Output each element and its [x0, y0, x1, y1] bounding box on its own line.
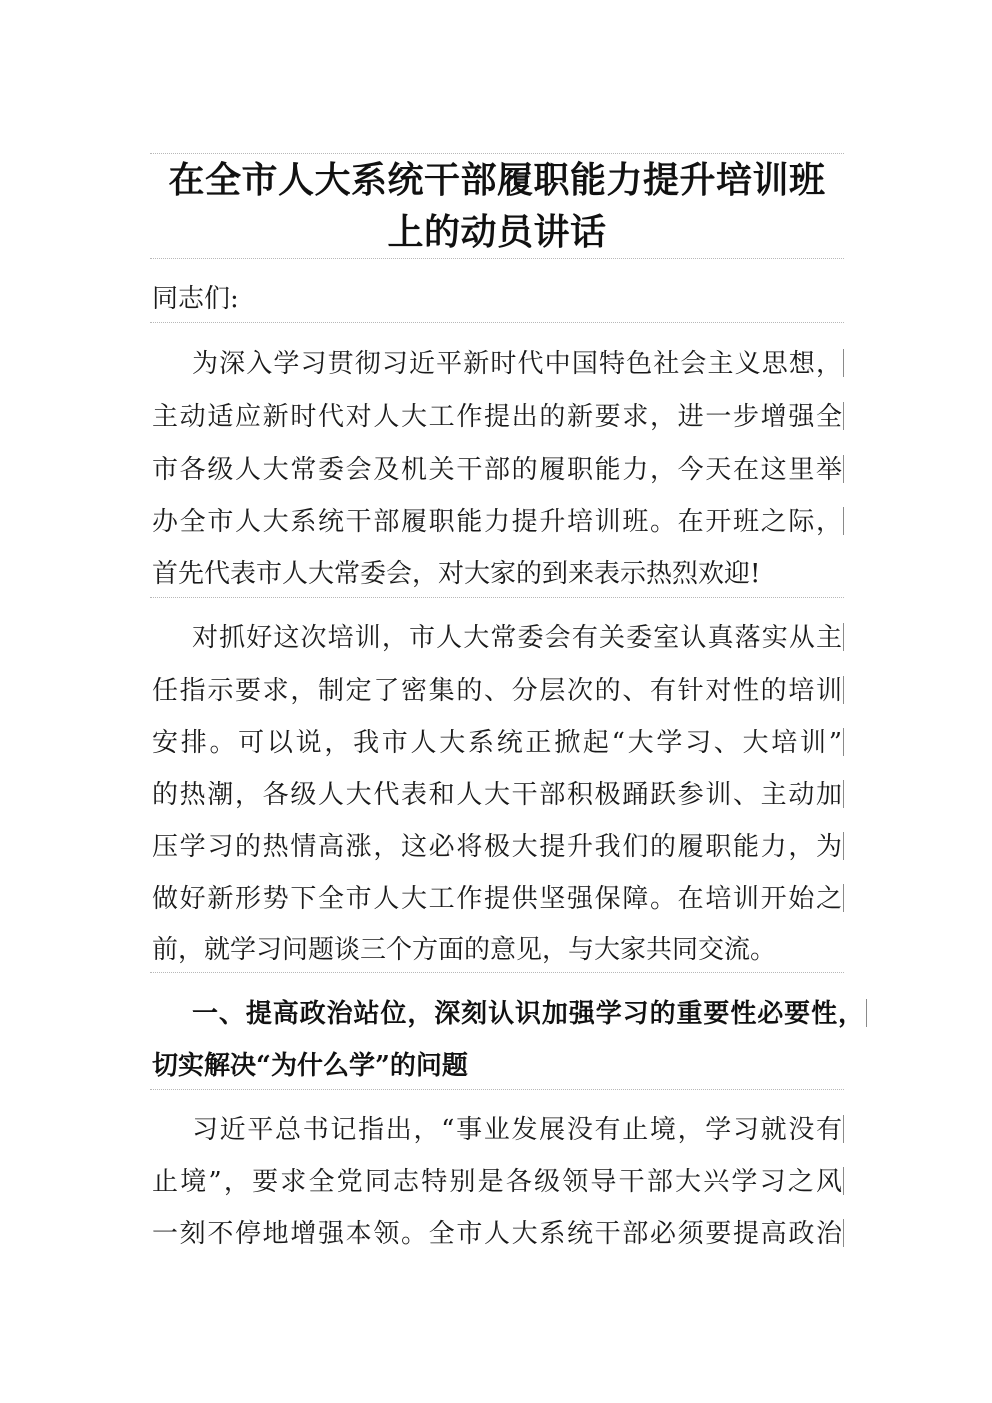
paragraph-2-line-5: 压学习的热情高涨，这必将极大提升我们的履职能力，为 — [152, 832, 842, 862]
paragraph-3-line-3: 一刻不停地增强本领。全市人大系统干部必须要提高政治 — [152, 1219, 842, 1249]
paragraph-2-line-6: 做好新形势下全市人大工作提供坚强保障。在培训开始之 — [152, 884, 842, 914]
paragraph-1-line-1: 为深入学习贯彻习近平新时代中国特色社会主义思想， — [192, 349, 842, 379]
paragraph-3-line-1: 习近平总书记指出，“事业发展没有止境，学习就没有 — [192, 1115, 842, 1145]
paragraph-2-line-7: 前，就学习问题谈三个方面的意见，与大家共同交流。 — [152, 935, 777, 965]
paragraph-2-line-3: 安排。可以说，我市人大系统正掀起“大学习、大培训” — [152, 728, 842, 758]
line-end-mark — [843, 1115, 844, 1143]
paragraph-separator — [150, 972, 844, 973]
salutation: 同志们: — [152, 284, 239, 314]
line-end-mark — [843, 507, 844, 535]
paragraph-1-line-3: 市各级人大常委会及机关干部的履职能力，今天在这里举 — [152, 455, 842, 485]
title-bottom-rule — [150, 258, 844, 259]
paragraph-2-line-1: 对抓好这次培训，市人大常委会有关委室认真落实从主 — [192, 623, 842, 653]
paragraph-1-line-5: 首先代表市人大常委会，对大家的到来表示热烈欢迎! — [152, 559, 761, 589]
paragraph-2-line-4: 的热潮，各级人大代表和人大干部积极踊跃参训、主动加 — [152, 780, 842, 810]
paragraph-1-line-2: 主动适应新时代对人大工作提出的新要求，进一步增强全 — [152, 402, 842, 432]
line-end-mark — [843, 676, 844, 704]
paragraph-separator — [150, 1089, 844, 1090]
document-title-line-1: 在全市人大系统干部履职能力提升培训班 — [168, 159, 826, 201]
line-end-mark — [843, 884, 844, 912]
line-end-mark — [843, 728, 844, 756]
paragraph-2-line-2: 任指示要求，制定了密集的、分层次的、有针对性的培训 — [152, 676, 842, 706]
line-end-mark — [843, 1167, 844, 1195]
line-end-mark — [843, 832, 844, 860]
document-title-line-2: 上的动员讲话 — [387, 211, 607, 253]
line-end-mark — [843, 402, 844, 430]
section-heading-1-line-2: 切实解决“为什么学”的问题 — [152, 1051, 468, 1081]
paragraph-separator — [150, 322, 844, 323]
section-heading-1-line-1: 一、提高政治站位，深刻认识加强学习的重要性必要性， — [192, 999, 864, 1029]
line-end-mark — [843, 623, 844, 651]
paragraph-1-line-4: 办全市人大系统干部履职能力提升培训班。在开班之际， — [152, 507, 842, 537]
line-end-mark — [843, 349, 844, 377]
title-top-rule — [150, 153, 844, 154]
line-end-mark — [843, 455, 844, 483]
line-end-mark — [843, 1219, 844, 1247]
paragraph-separator — [150, 597, 844, 598]
line-end-mark — [843, 780, 844, 808]
line-end-mark — [866, 999, 867, 1027]
paragraph-3-line-2: 止境”，要求全党同志特别是各级领导干部大兴学习之风 — [152, 1167, 842, 1197]
